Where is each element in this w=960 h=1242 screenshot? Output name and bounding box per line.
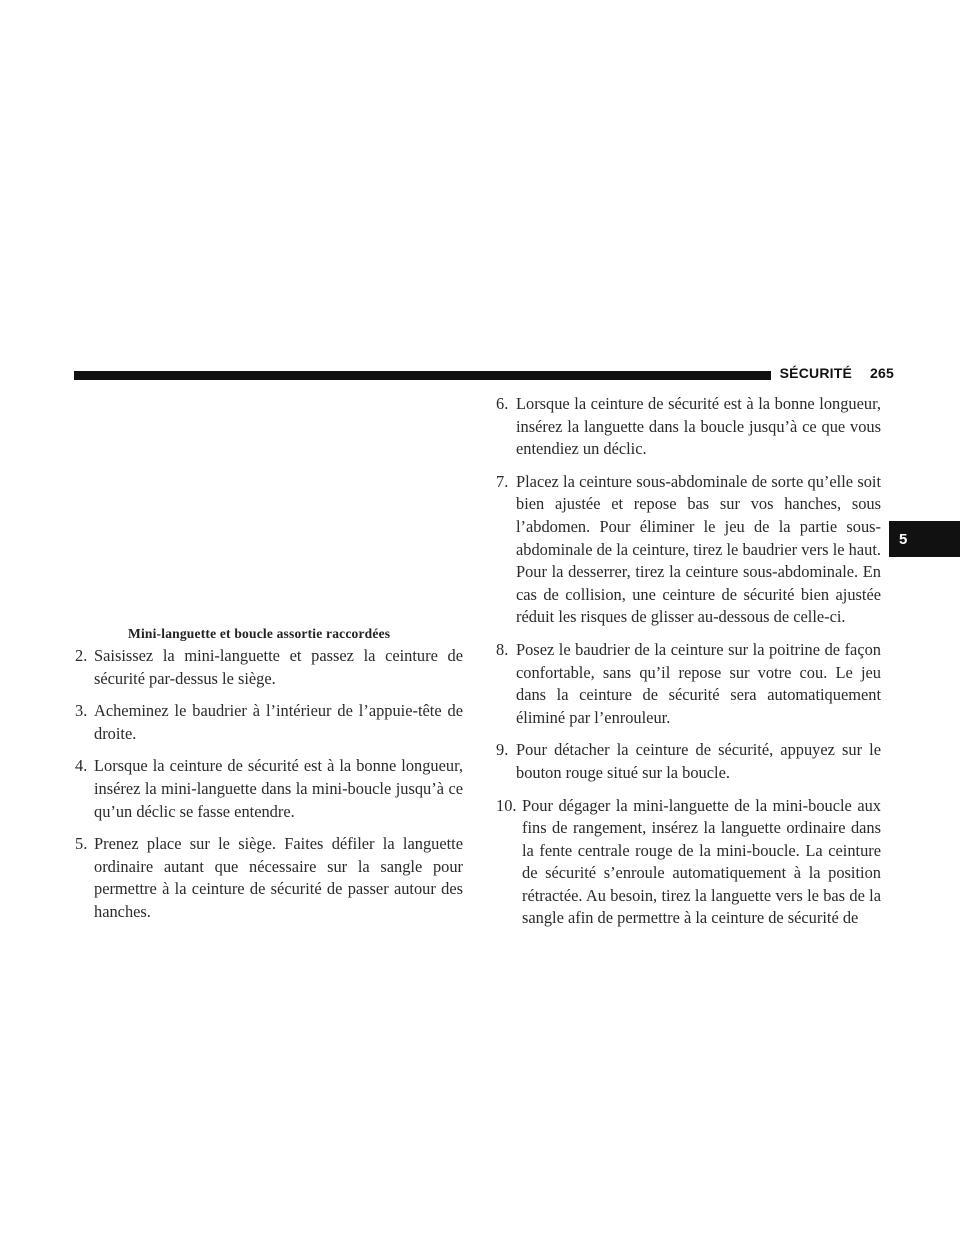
- list-item: [75, 755, 463, 823]
- item-number: 2.: [75, 646, 88, 665]
- chapter-number: 5: [899, 530, 908, 548]
- list-item: [496, 795, 881, 931]
- list-item: [496, 639, 881, 729]
- figure-caption: Mini-languette et boucle assortie raccordées: [128, 626, 391, 641]
- item-text: Pour dégager la mini-languette de la mini-boucle aux fins de rangement, insérez la languette ordinaire dans la fente centrale rouge de la mini-boucle. La ceinture de sécurité s’enroule automatiquement à la position rétractée. Au besoin, tirez la languette vers le bas de la sangle afin de permettre à la ceinture de sécurité de: [522, 795, 881, 928]
- item-text: Prenez place sur le siège. Faites défiler la languette ordinaire autant que nécessaire sur la sangle pour permettre à la ceinture de sécurité de passer autour des hanches.: [94, 834, 463, 921]
- chapter-tab: [889, 521, 960, 557]
- page-number: 265: [870, 365, 894, 381]
- item-text: Pour détacher la ceinture de sécurité, appuyez sur le bouton rouge situé sur la boucle.: [516, 740, 881, 782]
- list-item: [496, 393, 881, 461]
- left-column: [75, 645, 463, 934]
- item-text: Placez la ceinture sous-abdominale de sorte qu’elle soit bien ajustée et repose bas sur vos hanches, sous l’abdomen. Pour éliminer le jeu de la partie sous-abdominale de la ceinture, tirez le baudrier vers le haut. Pour la desserrer, tirez la ceinture sous-abdominale. En cas de collision, une ceinture de sécurité bien ajustée réduit les risques de glisser au-dessous de celle-ci.: [516, 471, 881, 627]
- list-item: [75, 645, 463, 690]
- item-number: 7.: [496, 471, 509, 491]
- item-number: 4.: [75, 756, 88, 776]
- page-header: [780, 364, 894, 382]
- item-number: 3.: [75, 701, 88, 721]
- list-item: [496, 739, 881, 784]
- item-text: Saisissez la mini-languette et passez la ceinture de sécurité par-dessus le siège.: [94, 646, 463, 688]
- header-rule: [74, 371, 771, 380]
- list-item: [496, 471, 881, 629]
- item-text: Lorsque la ceinture de sécurité est à la bonne longueur, insérez la mini-languette dans la mini-boucle jusqu’à ce qu’un déclic se fasse entendre.: [94, 756, 463, 821]
- right-column: [496, 393, 881, 940]
- section-title: SÉCURITÉ: [779, 365, 853, 381]
- item-number: 9.: [496, 740, 509, 760]
- item-number: 8.: [496, 639, 509, 659]
- list-item: [75, 700, 463, 745]
- list-item: [75, 833, 463, 923]
- item-text: Lorsque la ceinture de sécurité est à la bonne longueur, insérez la languette dans la boucle jusqu’à ce que vous entendiez un déclic.: [516, 394, 881, 459]
- item-number: 10.: [496, 795, 517, 815]
- item-number: 5.: [75, 834, 88, 854]
- item-text: Posez le baudrier de la ceinture sur la poitrine de façon confortable, sans qu’il repose sur votre cou. Le jeu dans la ceinture de sécurité sera automatiquement éliminé par l’enrouleur.: [516, 639, 881, 727]
- item-text: Acheminez le baudrier à l’intérieur de l’appuie-tête de droite.: [94, 701, 463, 743]
- item-number: 6.: [496, 394, 509, 413]
